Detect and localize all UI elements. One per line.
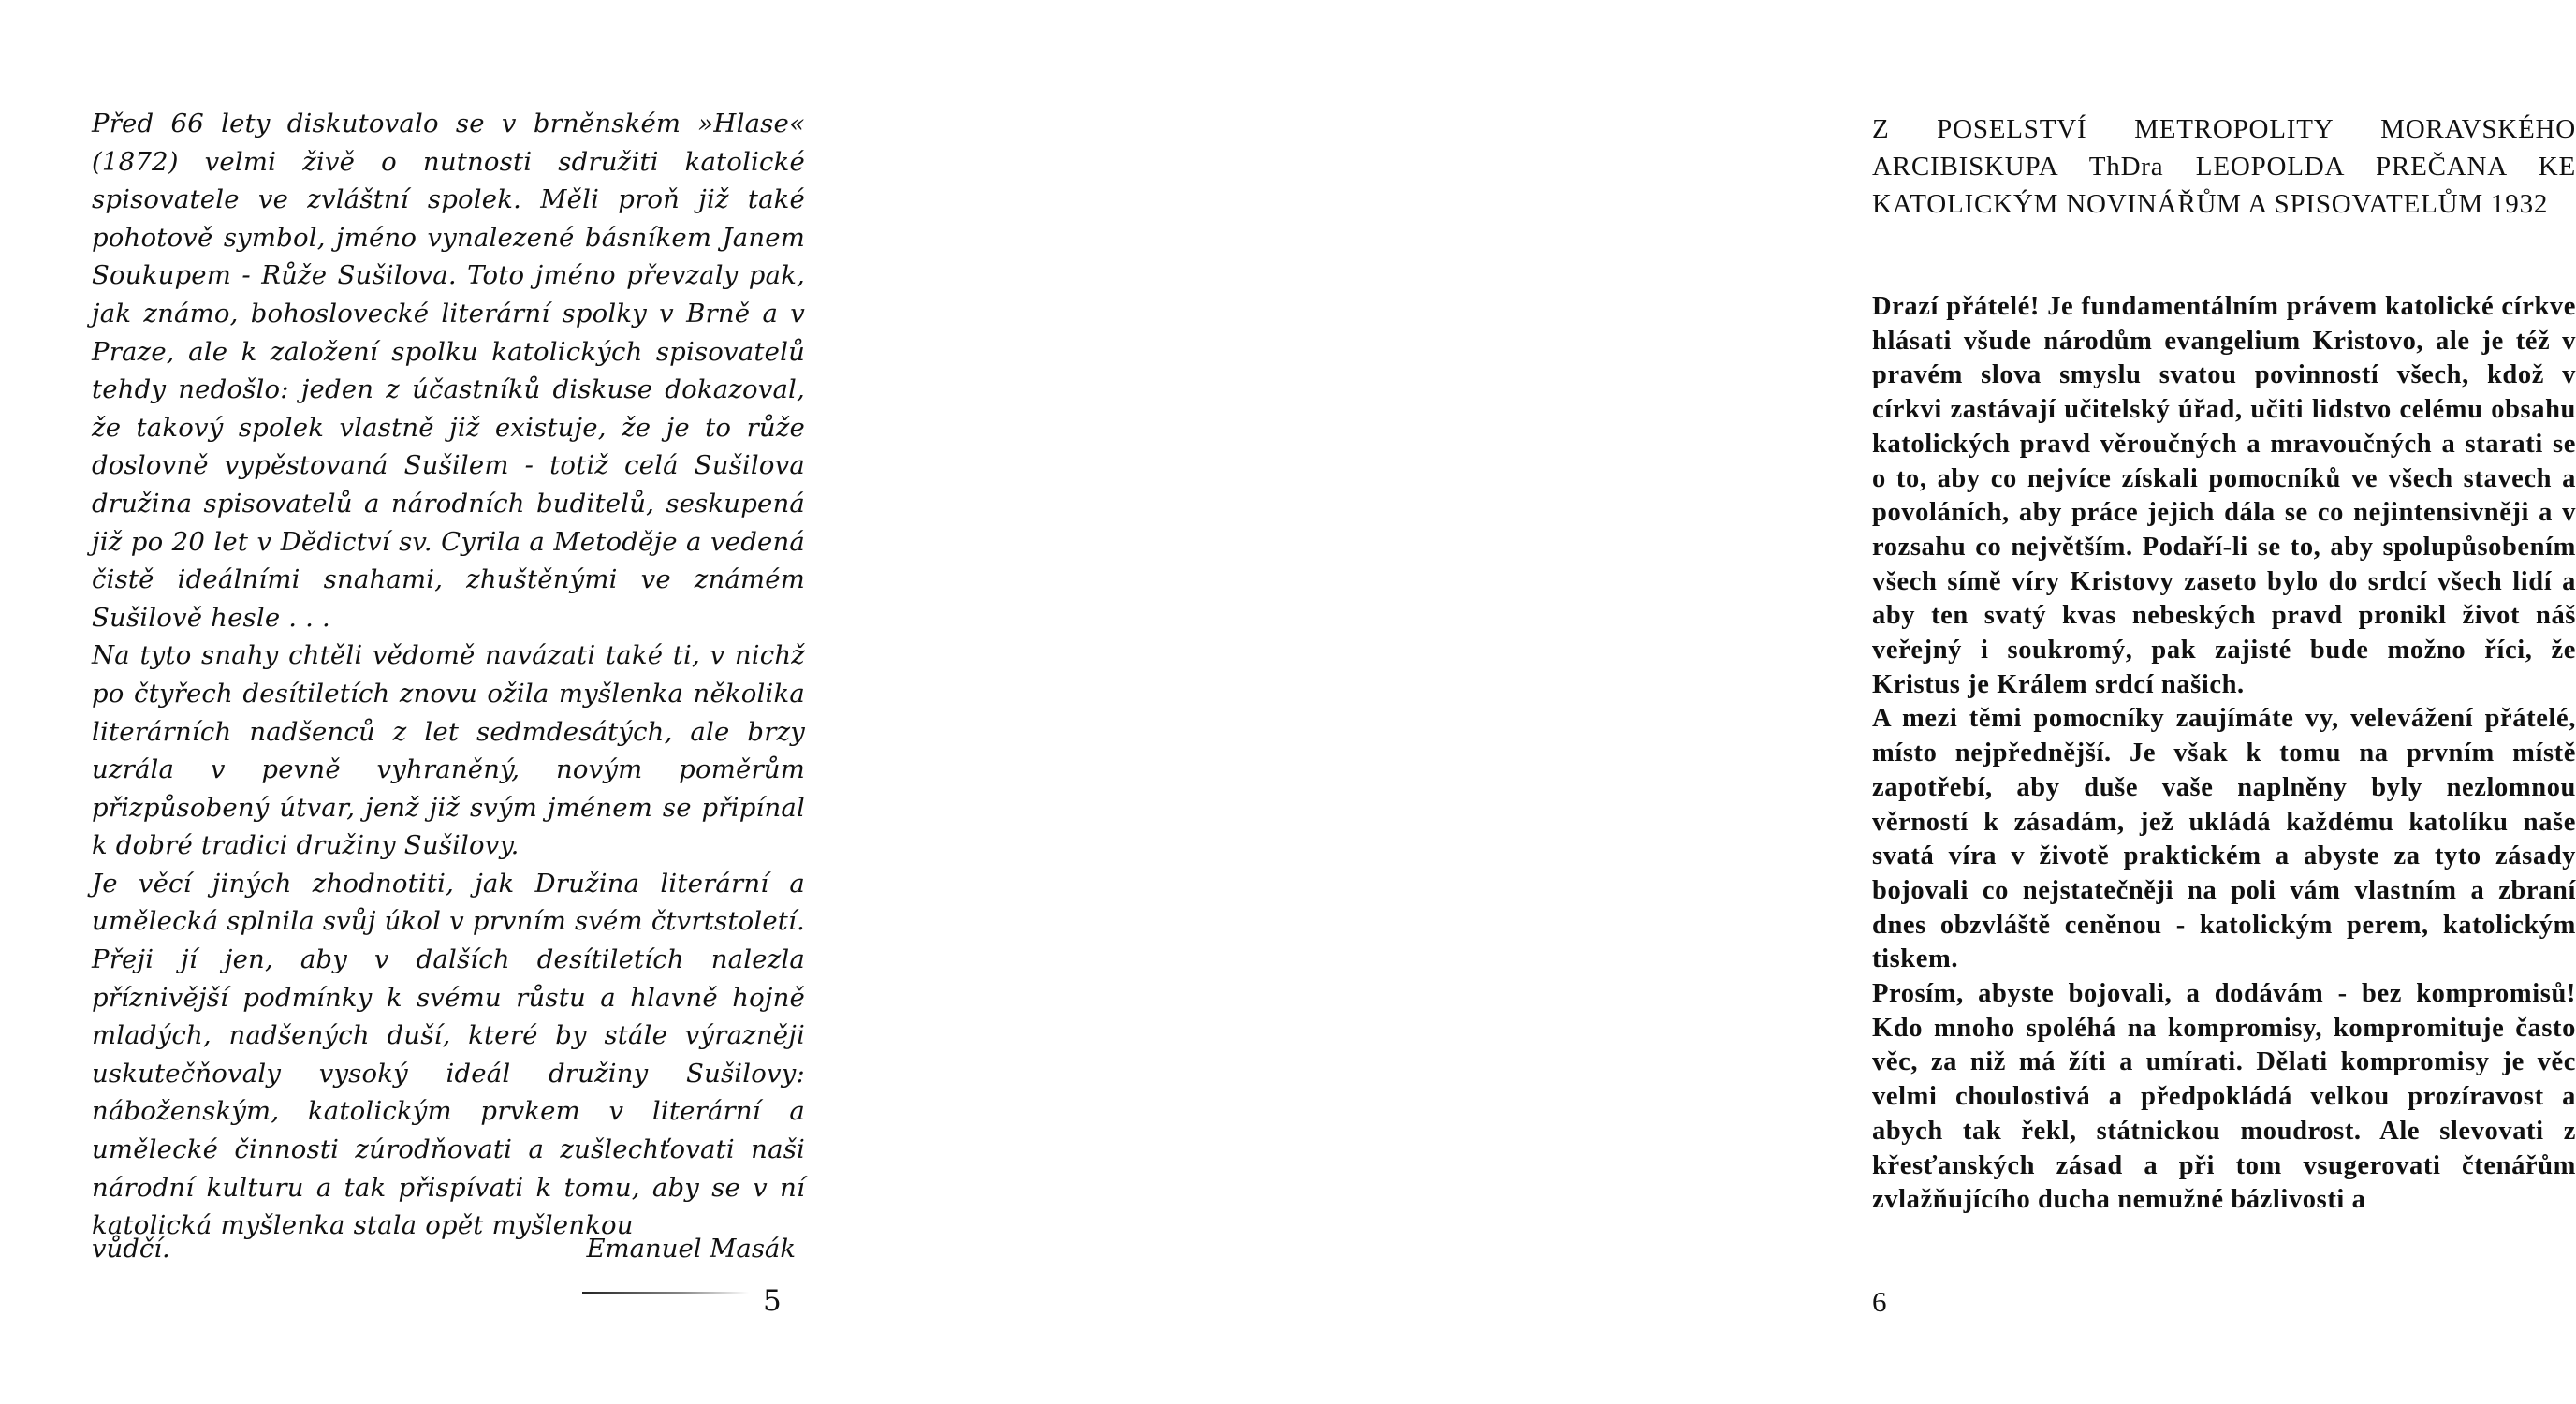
left-paragraph-2: Na tyto snahy chtěli vědomě navázati také ti, v nichž po čtyřech desítiletích znovu ožila myšlenka několika literárních nadšenců z let sedmdesátých, ale brzy uzrála v pevně vyhraněný, novým poměrům přizpůsobený útvar, jenž již svým jménem se připínal k dobré tradici družiny Sušilovy.	[92, 640, 805, 861]
left-body-text	[92, 105, 805, 1245]
left-paragraph-3: Je věcí jiných zhodnotiti, jak Družina literární a umělecká splnila svůj úkol v prvním svém čtvrtstoletí. Přeji jí jen, aby v dalších desítiletích nalezla příznivější podmínky k svému růstu a hlavně hojně mladých, nadšených duší, které by stále výrazněji uskutečňovaly vysoký ideál družiny Sušilovy: náboženským, katolickým prvkem v literární a umělecké činnosti zúrodňovati a zušlechťovati naši národní kulturu a tak přispívati k tomu, aby se v ní katolická myšlenka stala opět myšlenkou	[92, 868, 805, 1241]
right-body-text	[1872, 290, 2576, 1218]
right-paragraph-2: A mezi těmi pomocníky zaujímáte vy, velevážení přátelé, místo nejpřednější. Je však k tomu na prvním místě zapotřebí, aby duše vaše naplněny byly nezlomnou věrností k zásadám, jež ukládá každému katolíku naše svatá víra v životě praktickém a abyste za tyto zásady bojovali co nejstatečněji na poli vám vlastním a zbraní dnes obzvláště ceněnou - katolickým perem, katolickým tiskem.	[1872, 704, 2576, 974]
page-number-right: 6	[1872, 1285, 1887, 1318]
left-paragraph-1: Před 66 lety diskutovalo se v brněnském »Hlase« (1872) velmi živě o nutnosti sdružiti katolické spisovatele ve zvláštní spolek. Měli proň již také pohotově symbol, jméno vynalezené básníkem Janem Soukupem - Růže Sušilova. Toto jméno převzaly pak, jak známo, bohoslovecké literární spolky v Brně a v Praze, ale k založení spolku katolických spisovatelů tehdy nedošlo: jeden z účastníků diskuse dokazoval, že takový spolek vlastně již existuje, že je to růže doslovně vypěstovaná Sušilem - totiž celá Sušilova družina spisovatelů a národních buditelů, seskupená již po 20 let v Dědictví sv. Cyrila a Metoděje a vedená čistě ideálními snahami, zhuštěnými ve známém Sušilově hesle . . .	[92, 109, 805, 633]
right-paragraph-1: Drazí přátelé! Je fundamentálním právem katolické církve hlásati všude národům evangelium Kristovo, ale je též v pravém slova smyslu svatou povinností všech, kdož v církvi zastávají učitelský úřad, učiti lidstvo celému obsahu katolických pravd věroučných a mravoučných a starati se o to, aby co nejvíce získali pomocníků ve všech stavech a povoláních, aby práce jejich dála se co nejintensivněji a v rozsahu co největším. Podaří-li se to, aby spolupůsobením všech símě víry Kristovy zaseto bylo do srdcí všech lidí a aby ten svatý kvas nebeských pravd pronikl život náš veřejný i soukromý, pak zajisté bude možno říci, že Kristus je Králem srdcí našich.	[1872, 292, 2576, 699]
right-paragraph-3: Prosím, abyste bojovali, a dodávám - bez kompromisů! Kdo mnoho spoléhá na kompromisy, kompromituje často věc, za niž má žíti a umírati. Dělati kompromisy je věc velmi choulostivá a předpokládá velkou prozíravost a abych tak řekl, státnickou moudrost. Ale slevovati z křesťanských zásad a při tom vsugerovati čtenářům zvlažňujícího ducha nemužné bázlivosti a	[1872, 979, 2576, 1215]
signature-line	[92, 1230, 805, 1267]
decorative-rule	[582, 1292, 749, 1294]
right-page	[887, 0, 2576, 1404]
last-word: vůdčí.	[92, 1234, 170, 1264]
page-number-left: 5	[763, 1284, 782, 1318]
page-heading: Z POSELSTVÍ METROPOLITY MORAVSKÉHO ARCIBISKUPA ThDra LEOPOLDA PREČANA KE KATOLICKÝM NOVINÁŘŮM A SPISOVATELŮM 1932	[1872, 114, 2576, 219]
author-signature: Emanuel Masák	[586, 1234, 796, 1264]
left-page	[0, 0, 887, 1404]
